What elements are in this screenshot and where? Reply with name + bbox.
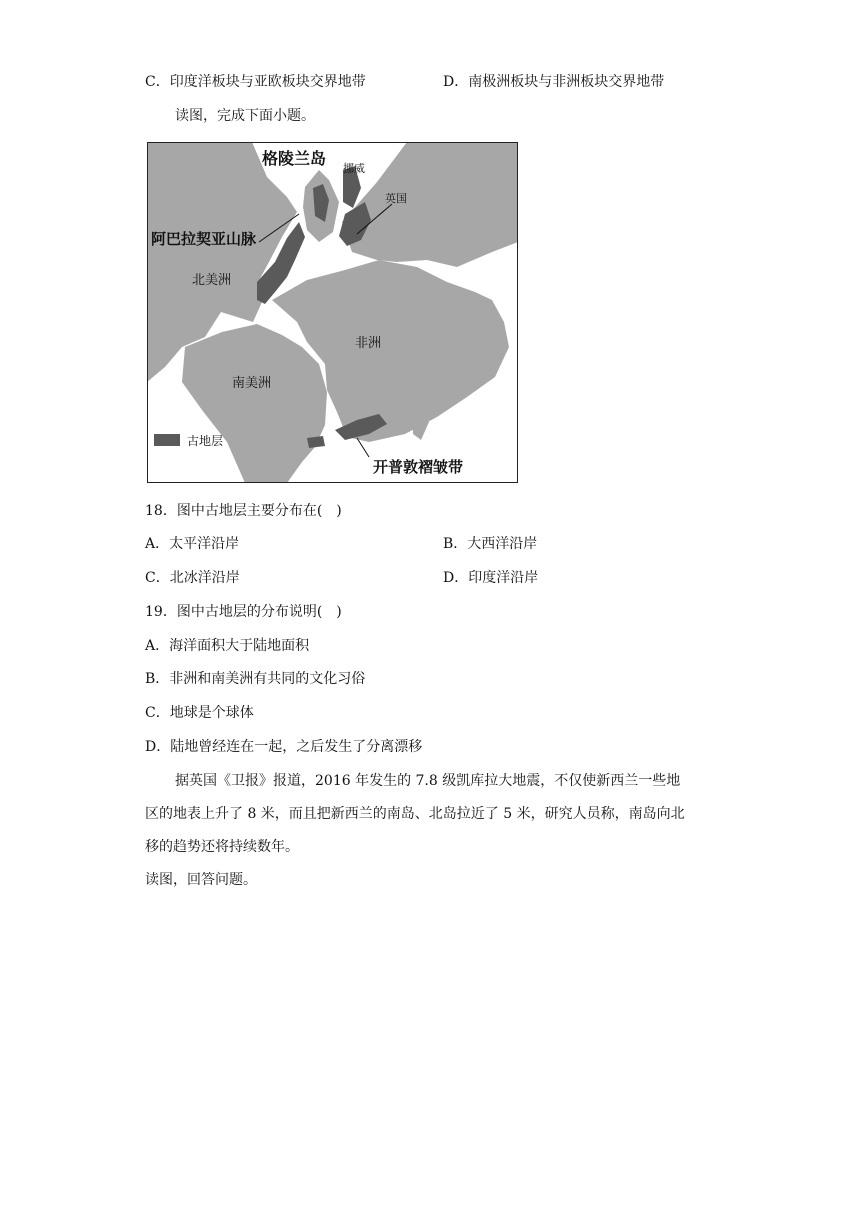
instruction-text: 读图，完成下面小题。 — [175, 108, 315, 124]
q18-option-b: B．大西洋沿岸 — [443, 536, 538, 552]
label-greenland: 格陵兰岛 — [262, 149, 327, 168]
q19-option-d: D．陆地曾经连在一起，之后发生了分离漂移 — [145, 739, 423, 755]
q19-option-b: B．非洲和南美洲有共同的文化习俗 — [145, 671, 366, 687]
label-north-america: 北美洲 — [192, 273, 232, 288]
passage-line-2: 区的地表上升了 8 米，而且把新西兰的南岛、北岛拉近了 5 米，研究人员称，南岛向北 — [145, 806, 685, 822]
instruction-text-2: 读图，回答问题。 — [145, 872, 257, 888]
option-c: C．印度洋板块与亚欧板块交界地带 — [145, 74, 366, 90]
label-appalachian: 阿巴拉契亚山脉 — [151, 230, 257, 248]
label-norway: 挪威 — [343, 162, 365, 175]
label-uk: 英国 — [385, 192, 407, 205]
label-cape-fold: 开普敦褶皱带 — [373, 458, 464, 476]
passage-line-3: 移的趋势还将持续数年。 — [145, 839, 299, 855]
q19-stem: 19．图中古地层的分布说明( ) — [145, 604, 342, 620]
strata-south-america — [307, 436, 325, 448]
q18-option-a: A．太平洋沿岸 — [145, 536, 240, 552]
q18-stem: 18．图中古地层主要分布在( ) — [145, 503, 342, 519]
q18-option-d: D．印度洋沿岸 — [443, 570, 539, 586]
q19-option-a: A．海洋面积大于陆地面积 — [145, 638, 310, 654]
q19-option-c: C．地球是个球体 — [145, 705, 254, 721]
label-africa: 非洲 — [355, 336, 382, 351]
continental-drift-map — [147, 142, 518, 483]
legend-label: 古地层 — [187, 434, 224, 448]
q18-option-c: C．北冰洋沿岸 — [145, 570, 240, 586]
passage-line-1: 据英国《卫报》报道，2016 年发生的 7.8 级凯库拉大地震，不仅使新西兰一些地 — [175, 773, 681, 789]
option-d: D．南极洲板块与非洲板块交界地带 — [443, 74, 665, 90]
label-south-america: 南美洲 — [232, 376, 272, 391]
legend-swatch — [154, 434, 180, 446]
